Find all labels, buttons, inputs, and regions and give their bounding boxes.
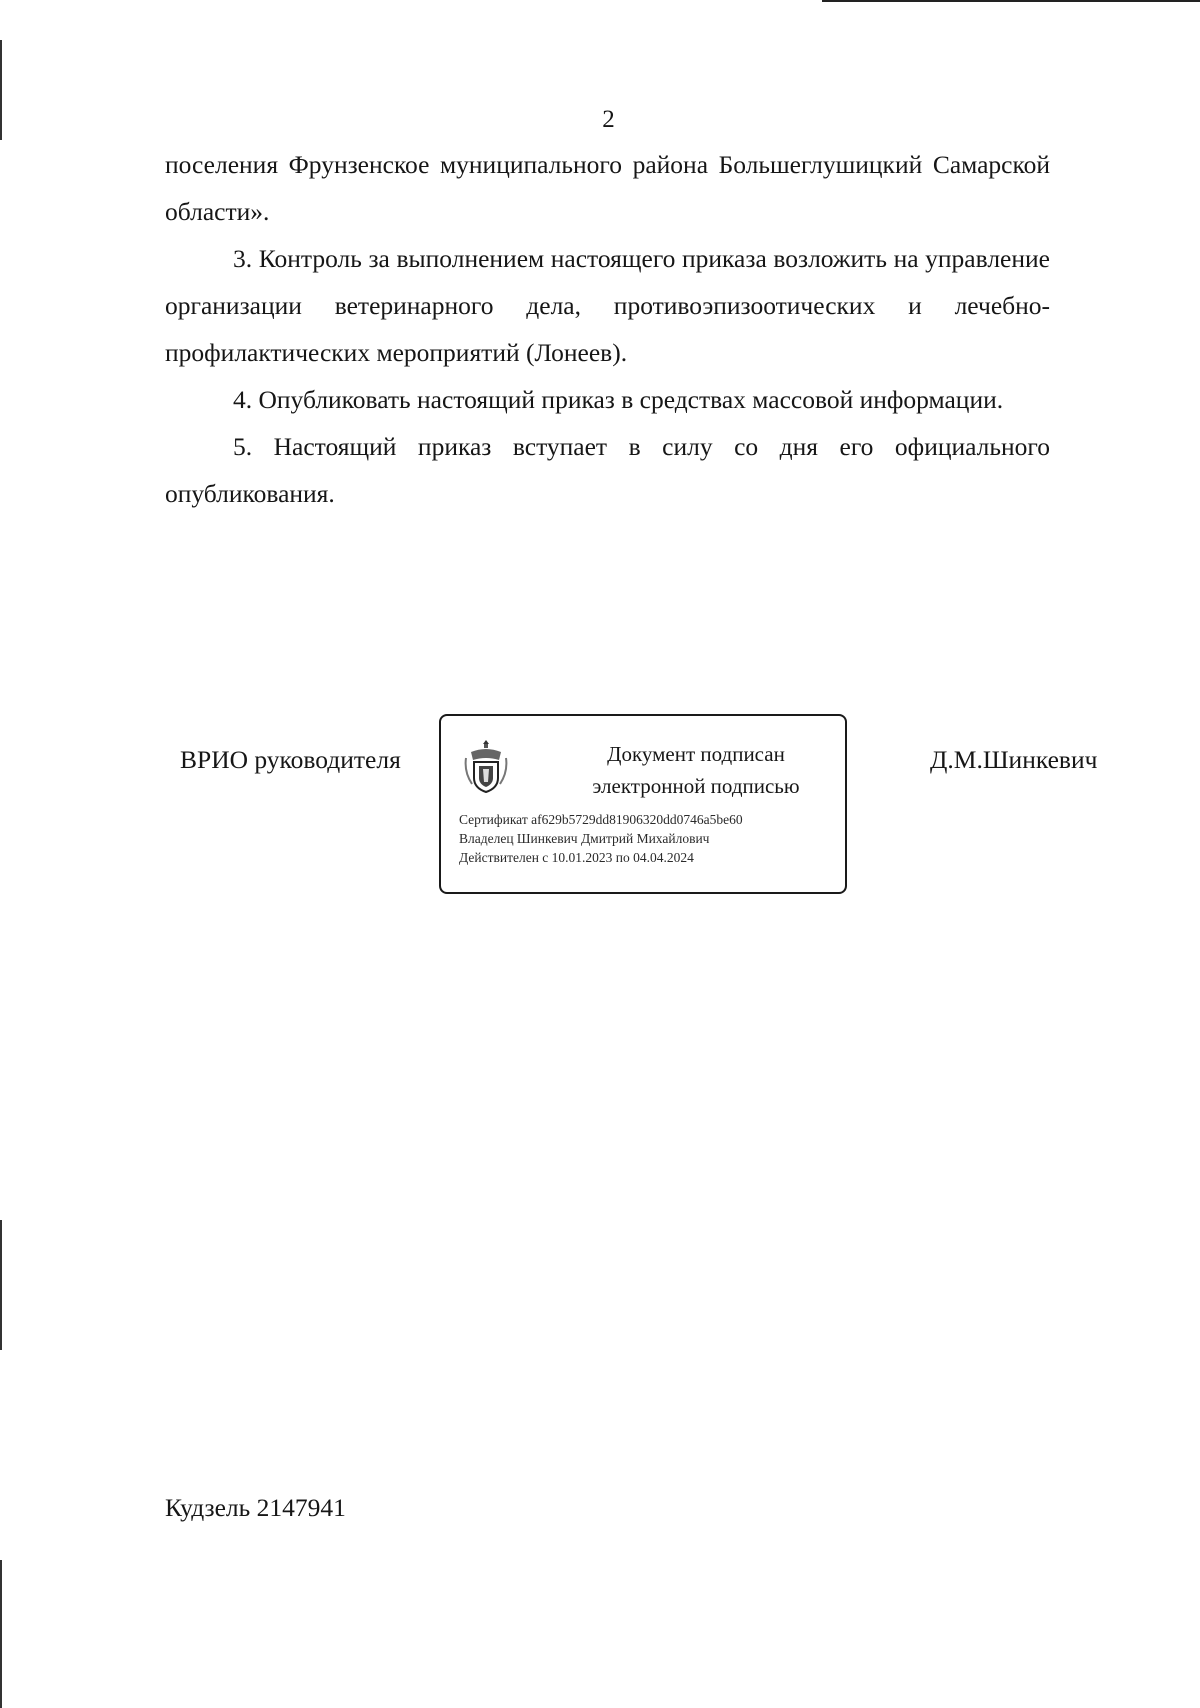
scan-edge-mark	[0, 1560, 2, 1708]
electronic-signature-stamp	[439, 714, 847, 894]
signatory-name: Д.М.Шинкевич	[930, 745, 1098, 774]
esignature-title-line1: Документ подписан	[607, 742, 785, 766]
scan-edge-mark	[0, 1220, 2, 1350]
paragraph-continuation: поселения Фрунзенское муниципального района Большеглушицкий Самарской области».	[165, 150, 1050, 226]
certificate-number: Сертификат af629b5729dd81906320dd0746a5be60	[459, 812, 743, 827]
esignature-title-line2: электронной подписью	[592, 774, 800, 798]
paragraph-item-5: 5. Настоящий приказ вступает в силу со дня его официального опубликования.	[165, 432, 1050, 508]
top-border-line	[822, 0, 1200, 2]
paragraph-item-4: 4. Опубликовать настоящий приказ в средствах массовой информации.	[233, 385, 1004, 414]
esignature-details	[459, 810, 839, 867]
paragraph-item-3: 3. Контроль за выполнением настоящего приказа возложить на управление организации ветеринарного дела, противоэпизоотических и лечебно-профилактических мероприятий (Лонеев).	[165, 244, 1050, 367]
signatory-position: ВРИО руководителя	[180, 745, 401, 774]
coat-of-arms-icon	[463, 738, 509, 796]
document-body	[165, 141, 1050, 517]
esignature-title	[551, 738, 841, 802]
certificate-validity: Действителен с 10.01.2023 по 04.04.2024	[459, 850, 694, 865]
page-number: 2	[602, 106, 615, 133]
executor-info: Кудзель 2147941	[165, 1493, 346, 1522]
certificate-owner: Владелец Шинкевич Дмитрий Михайлович	[459, 831, 710, 846]
